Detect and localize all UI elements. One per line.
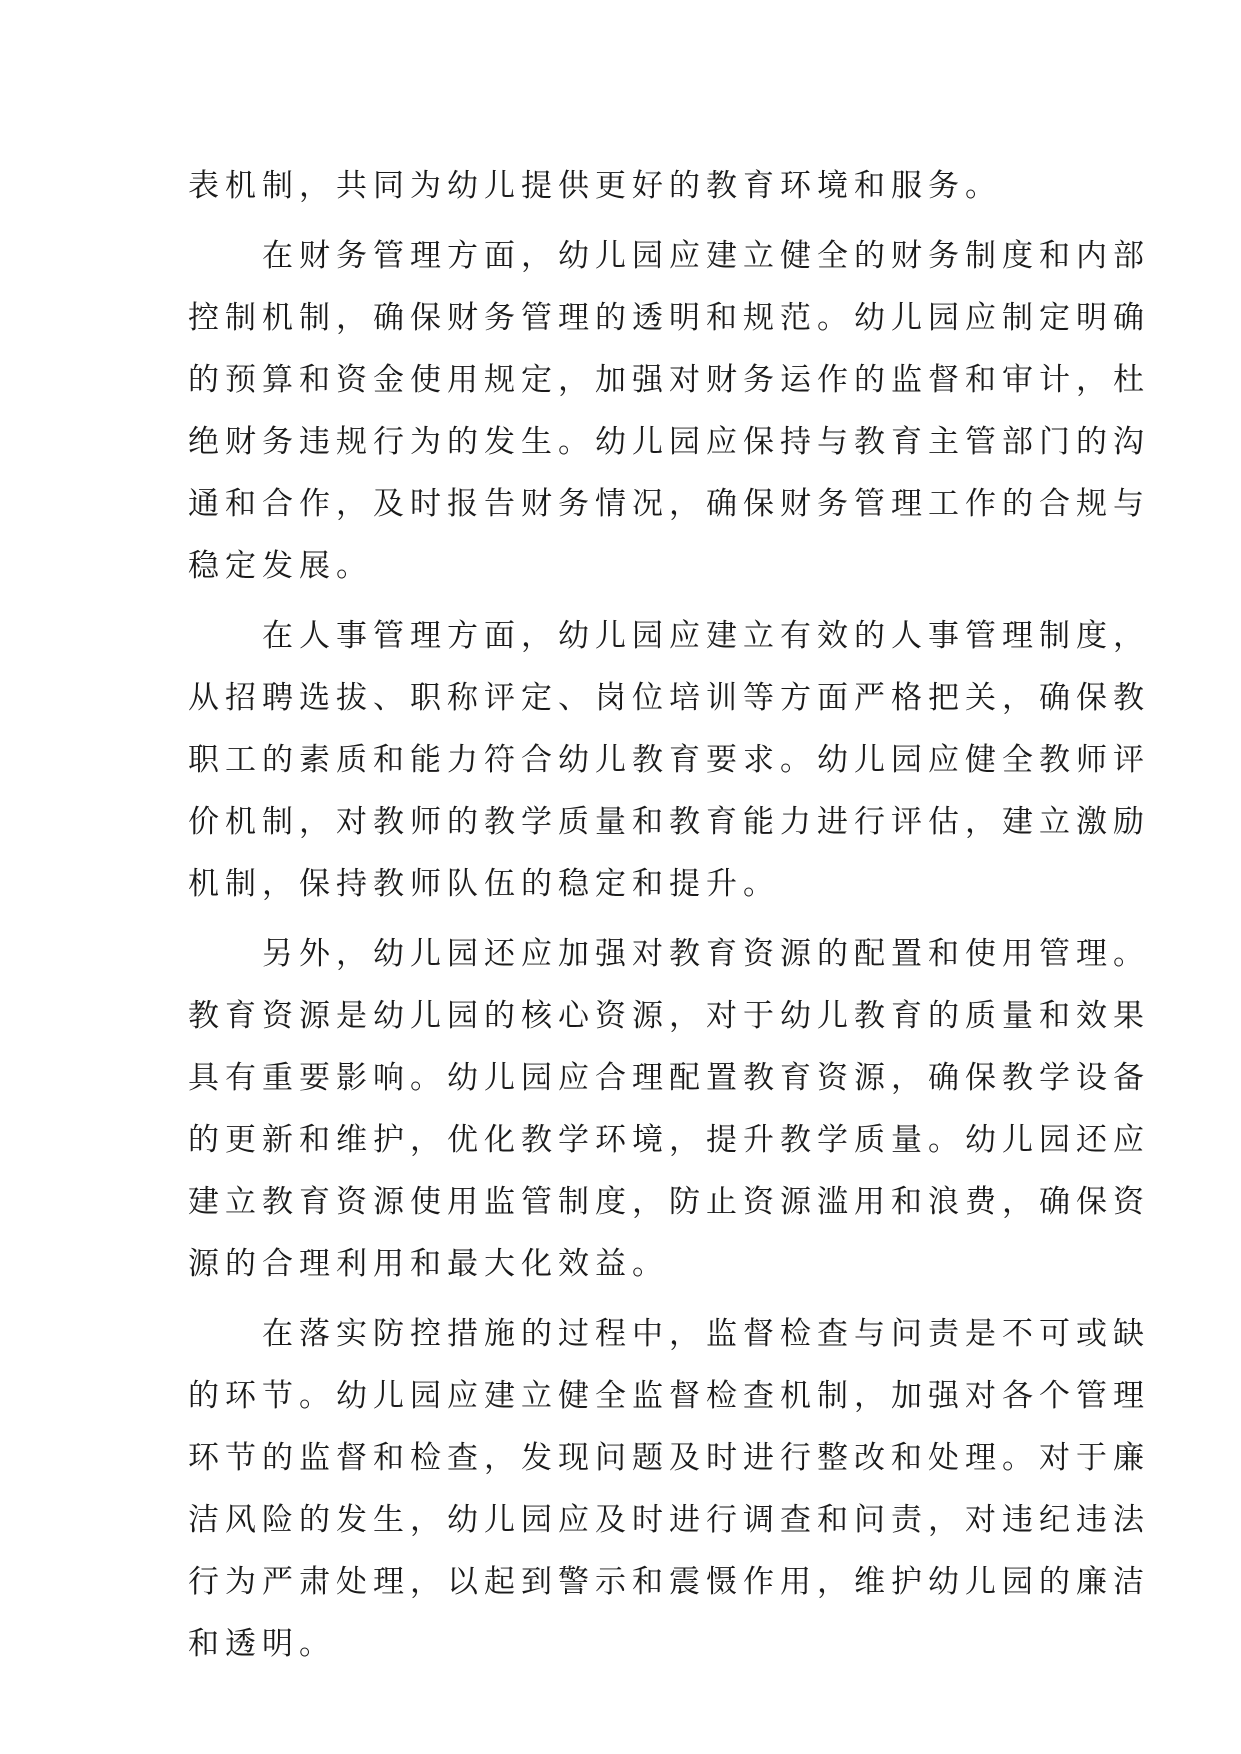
text-line: 的更新和维护，优化教学环境，提升教学质量。幼儿园还应: [188, 1122, 1150, 1158]
paragraph: [188, 923, 1150, 1295]
paragraph: [188, 1303, 1150, 1675]
paragraph: [188, 155, 1048, 217]
text-line: 稳定发展。: [188, 548, 373, 584]
text-line: 职工的素质和能力符合幼儿教育要求。幼儿园应健全教师评: [188, 742, 1150, 778]
text-line: 源的合理利用和最大化效益。: [188, 1246, 669, 1282]
text-line: 另外，幼儿园还应加强对教育资源的配置和使用管理。: [188, 936, 1150, 972]
text-line: 教育资源是幼儿园的核心资源，对于幼儿教育的质量和效果: [188, 998, 1150, 1034]
text-line: 表机制，共同为幼儿提供更好的教育环境和服务。: [188, 168, 1002, 204]
text-line: 在财务管理方面，幼儿园应建立健全的财务制度和内部: [188, 238, 1150, 274]
text-line: 绝财务违规行为的发生。幼儿园应保持与教育主管部门的沟: [188, 424, 1150, 460]
document-body: [188, 155, 1150, 1675]
text-line: 在落实防控措施的过程中，监督检查与问责是不可或缺: [188, 1316, 1150, 1352]
paragraph: [188, 225, 1150, 597]
text-line: 和透明。: [188, 1626, 336, 1662]
text-line: 在人事管理方面，幼儿园应建立有效的人事管理制度，: [188, 618, 1150, 654]
text-line: 行为严肃处理，以起到警示和震慑作用，维护幼儿园的廉洁: [188, 1564, 1150, 1600]
text-line: 洁风险的发生，幼儿园应及时进行调查和问责，对违纪违法: [188, 1502, 1150, 1538]
text-line: 的环节。幼儿园应建立健全监督检查机制，加强对各个管理: [188, 1378, 1150, 1414]
text-line: 价机制，对教师的教学质量和教育能力进行评估，建立激励: [188, 804, 1150, 840]
text-line: 控制机制，确保财务管理的透明和规范。幼儿园应制定明确: [188, 300, 1150, 336]
text-line: 的预算和资金使用规定，加强对财务运作的监督和审计，杜: [188, 362, 1150, 398]
text-line: 通和合作，及时报告财务情况，确保财务管理工作的合规与: [188, 486, 1150, 522]
text-line: 建立教育资源使用监管制度，防止资源滥用和浪费，确保资: [188, 1184, 1150, 1220]
text-line: 从招聘选拔、职称评定、岗位培训等方面严格把关，确保教: [188, 680, 1150, 716]
text-line: 具有重要影响。幼儿园应合理配置教育资源，确保教学设备: [188, 1060, 1150, 1096]
text-line: 机制，保持教师队伍的稳定和提升。: [188, 866, 780, 902]
paragraph: [188, 605, 1150, 915]
text-line: 环节的监督和检查，发现问题及时进行整改和处理。对于廉: [188, 1440, 1150, 1476]
